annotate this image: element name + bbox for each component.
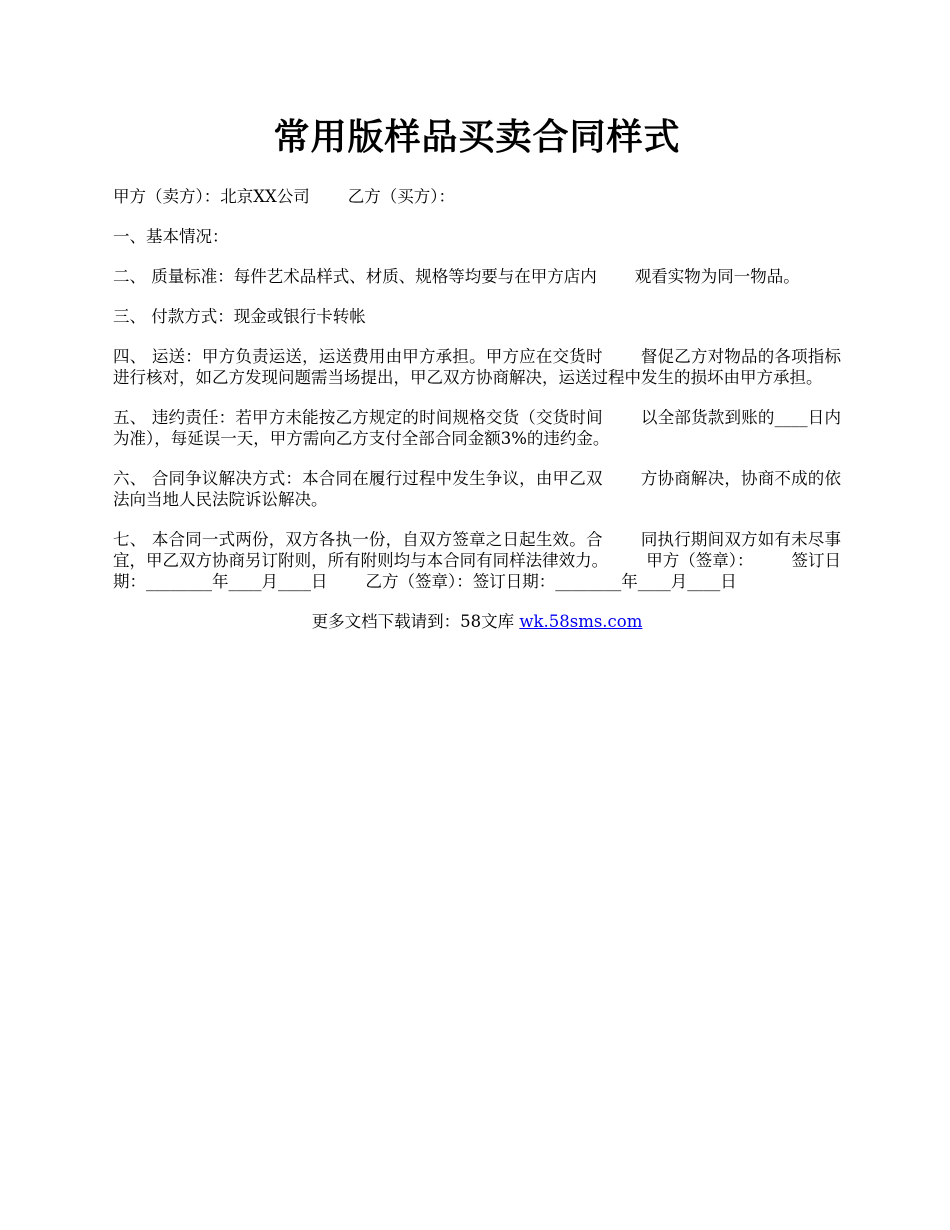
parties-line — [113, 186, 841, 207]
clause-3 — [113, 306, 841, 327]
clause-5-text-b: 以全部货款到账的____日内为准），每延误一天，甲方需向乙方支付全部合同金额3%的违约金。 — [113, 408, 842, 448]
clause-4 — [113, 346, 841, 388]
clause-6-text-b: 方协商解决，协商不成的依法向当地人民法院诉讼解决。 — [113, 469, 841, 509]
footer-prefix: 更多文档下载请到：58文库 — [311, 612, 515, 631]
clause-4-text-b: 督促乙方对物品的各项指标进行核对，如乙方发现问题需当场提出，甲乙双方协商解决，运送过程中发生的损坏由甲方承担。 — [113, 347, 841, 387]
footer-line — [113, 611, 841, 632]
clause-1-text: 一、基本情况： — [113, 227, 229, 246]
clause-6 — [113, 468, 841, 510]
clause-7-text-a: 七、 本合同一式两份，双方各执一份，自双方签章之日起生效。合 — [113, 530, 603, 549]
buyer-party: 乙方（买方）： — [347, 187, 455, 206]
clause-6-text-a: 六、 合同争议解决方式：本合同在履行过程中发生争议，由甲乙双 — [113, 469, 603, 488]
footer-link[interactable]: wk.58sms.com — [519, 612, 643, 631]
party-a-signature: 甲方（签章）： — [646, 551, 754, 570]
clause-3-text: 三、 付款方式：现金或银行卡转帐 — [113, 307, 366, 326]
clause-1 — [113, 226, 841, 247]
clause-2-text-a: 二、 质量标准：每件艺术品样式、材质、规格等均要与在甲方店内 — [113, 267, 597, 286]
clause-7-text-b: 同执行期间双方如有未尽事宜，甲乙双方协商另订附则，所有附则均与本合同有同样法律效力。 — [113, 530, 841, 570]
clause-2-text-b: 观看实物为同一物品。 — [634, 267, 800, 286]
document-title: 常用版样品买卖合同样式 — [273, 116, 681, 158]
clause-7 — [113, 529, 841, 592]
party-b-signature-date: 乙方（签章）：签订日期：________年____月____日 — [365, 572, 737, 591]
party-a-sign-date: 签订日期：________年____月____日 — [113, 551, 842, 591]
clause-4-text-a: 四、 运送：甲方负责运送，运送费用由甲方承担。甲方应在交货时 — [113, 347, 603, 366]
document-page — [113, 110, 841, 649]
seller-party: 甲方（卖方）：北京XX公司 — [113, 187, 310, 206]
clause-5-text-a: 五、 违约责任：若甲方未能按乙方规定的时间规格交货（交货时间 — [113, 408, 603, 427]
clause-5 — [113, 407, 841, 449]
clause-2 — [113, 266, 841, 287]
